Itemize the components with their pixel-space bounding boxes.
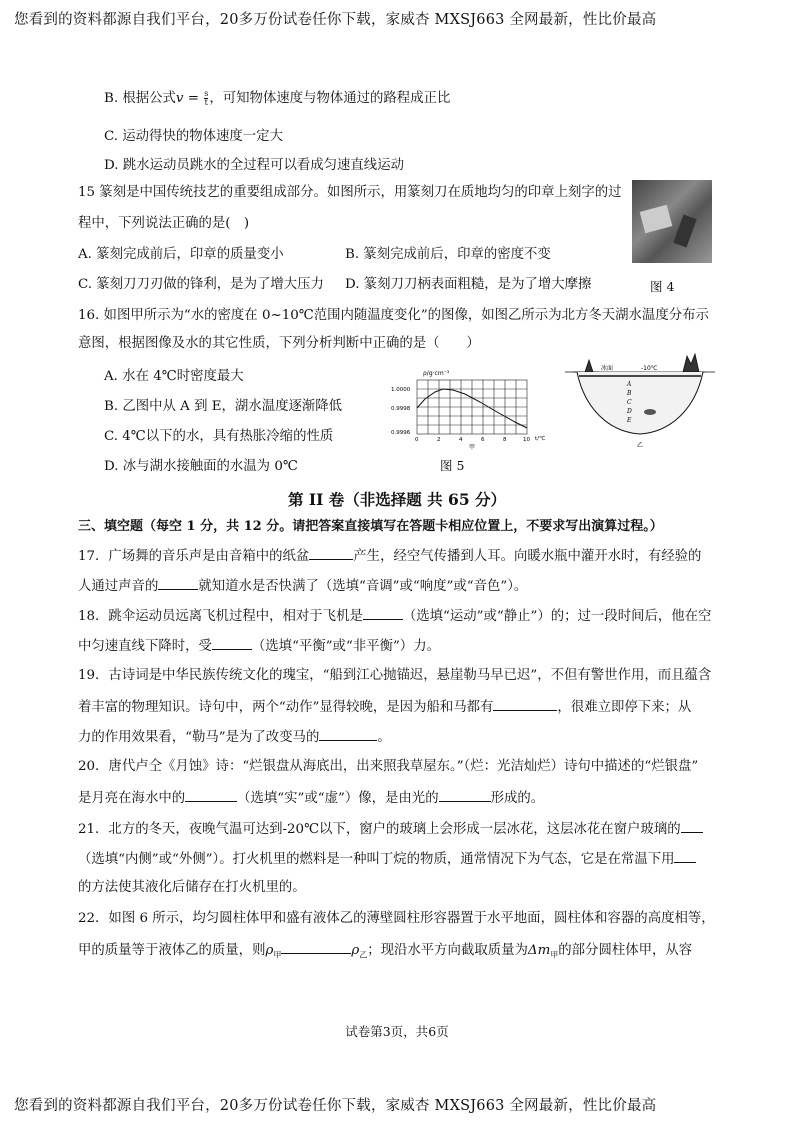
q20-line2-c: 形成的。	[490, 791, 545, 806]
q19-line3-a: 力的作用效果看，“勒马”是为了改变马的	[78, 730, 320, 745]
q19-line2-b: ，很难立即停下来；从	[557, 700, 692, 715]
q17-blank-1	[309, 546, 353, 560]
part-2-title: 第 II 卷（非选择题 共 65 分）	[287, 490, 507, 509]
q16-stem-line2: 意图，根据图像及水的其它性质，下列分析判断中正确的是（ ）	[78, 336, 480, 351]
fraction-numerator: s	[204, 89, 209, 98]
x-tick-0: 0	[415, 437, 419, 443]
q21-blank-2	[674, 849, 696, 863]
right-tree-icon	[683, 354, 705, 372]
q22-line2-b: ；现沿水平方向截取质量为	[367, 943, 528, 958]
q18-line2-b: （选填“平衡”或“非平衡”）力。	[251, 639, 440, 654]
formula-eq: =	[183, 91, 204, 106]
carving-knife-image	[673, 215, 696, 248]
q16-option-c: C. 4℃以下的水，具有热胀冷缩的性质	[104, 429, 334, 444]
x-tick-8: 8	[503, 437, 507, 443]
air-temp-label: -10℃	[641, 365, 658, 372]
lake-diagram	[565, 350, 715, 450]
delta-m: Δm	[527, 943, 551, 958]
q16-option-b: B. 乙图中从 A 到 E，湖水温度逐渐降低	[104, 399, 343, 414]
q18-line2-a: 中匀速直线下降时，受	[78, 639, 212, 654]
q19-blank-1	[493, 697, 557, 711]
lake-basin	[577, 372, 703, 434]
graph-y-unit: ρ/g·cm⁻³	[423, 370, 450, 377]
q16-option-a: A. 水在 4℃时密度最大	[104, 369, 244, 384]
left-tree-icon	[573, 360, 599, 372]
graph-x-unit: t/℃	[535, 436, 546, 442]
y-tick-1: 1.0000	[391, 387, 411, 393]
page-footer: 试卷第3页，共6页	[345, 1024, 449, 1039]
lake-sub-label: 乙	[637, 442, 644, 449]
rho-a: ρ	[265, 943, 274, 958]
q22-line2-a: 甲的质量等于液体乙的质量，则	[78, 943, 266, 958]
q18-line1-b: （选填“运动”或“静止”）的；过一段时间后，他在空	[402, 609, 712, 624]
q18-line1	[78, 606, 711, 626]
q21-line1	[78, 819, 703, 839]
q18-blank-2	[212, 636, 252, 650]
x-tick-2: 2	[437, 437, 441, 443]
q20-line2-a: 是月亮在海水中的	[78, 791, 186, 806]
q14-option-b-prefix: B. 根据公式	[104, 91, 176, 106]
layer-c: C	[627, 399, 632, 406]
q20-line2-b: （选填“实”或“虚”）像，是由光的	[237, 791, 439, 806]
q15-stem-line2: 程中，下列说法正确的是( )	[78, 216, 250, 231]
q21-line2-text: （选填“内侧”或“外侧”）。打火机里的燃料是一种叫丁烷的物质，通常情况下为气态，它是在常温下用	[78, 852, 675, 867]
q22-line2-c: 的部分圆柱体甲，从容	[558, 943, 693, 958]
q17-line1	[78, 546, 701, 566]
x-tick-6: 6	[481, 437, 485, 443]
q22-line2	[78, 940, 692, 965]
x-tick-10: 10	[523, 437, 530, 443]
graph-grid	[417, 380, 527, 434]
top-watermark-banner: 您看到的资料都源自我们平台，20多万份试卷任你下载，家威杏 MXSJ663 全网最新，性比价最高	[14, 12, 657, 28]
q15-option-a: A. 篆刻完成前后，印章的质量变小	[78, 247, 284, 262]
q21-line1-text: 21．北方的冬天，夜晚气温可达到-20℃以下，窗户的玻璃上会形成一层冰花，这层冰花在窗户玻璃的	[78, 822, 681, 837]
q22-blank-1	[281, 940, 351, 954]
q21-blank-1	[681, 819, 703, 833]
formula-fraction	[204, 90, 208, 107]
delta-m-sub: 甲	[550, 950, 559, 960]
seal-carving-photo	[632, 180, 712, 263]
seal-stone-image	[640, 205, 673, 233]
q20-blank-2	[439, 788, 491, 802]
q17-blank-2	[158, 576, 198, 590]
section-3-heading: 三、填空题（每空 1 分，共 12 分。请把答案直接填写在答题卡相应位置上，不要求写出演算过程。）	[78, 519, 663, 534]
q17-line2-b: 就知道水是否快满了（选填“音调”或“响度”或“音色”）。	[198, 579, 528, 594]
q14-option-b	[104, 90, 450, 108]
formula-v: v	[175, 91, 184, 106]
rho-a-sub: 甲	[273, 950, 282, 960]
q19-blank-2	[319, 727, 377, 741]
layer-e: E	[627, 417, 632, 424]
bottom-watermark-banner: 您看到的资料都源自我们平台，20多万份试卷任你下载，家威杏 MXSJ663 全网最新，性比价最高	[14, 1098, 657, 1114]
q17-line2	[78, 576, 527, 596]
q14-option-c: C. 运动得快的物体速度一定大	[104, 129, 283, 144]
q20-blank-1	[185, 788, 237, 802]
q19-line2-a: 着丰富的物理知识。诗句中，两个“动作”显得较晚，是因为船和马都有	[78, 700, 494, 715]
q21-line2	[78, 849, 696, 869]
q17-line2-a: 人通过声音的	[78, 579, 159, 594]
q15-option-d: D. 篆刻刀刀柄表面粗糙，是为了增大摩擦	[345, 277, 592, 292]
q18-line1-a: 18．跳伞运动员远离飞机过程中，相对于飞机是	[78, 609, 363, 624]
q18-blank-1	[363, 606, 403, 620]
q21-line3: 的方法使其液化后储存在打火机里的。	[78, 880, 306, 895]
q22-line1: 22．如图 6 所示，均匀圆柱体甲和盛有液体乙的薄壁圆柱形容器置于水平地面，圆柱体和容器的高度相等，	[78, 911, 715, 926]
q15-option-b: B. 篆刻完成前后，印章的密度不变	[345, 247, 551, 262]
q17-line1-a: 17．广场舞的音乐声是由音箱中的纸盆	[78, 549, 310, 564]
density-graph	[385, 366, 555, 450]
q20-line2	[78, 788, 544, 808]
figure-5-caption: 图 5	[440, 458, 465, 473]
q19-line2	[78, 697, 691, 717]
q15-stem-line1: 15 篆刻是中国传统技艺的重要组成部分。如图所示，用篆刻刀在质地均匀的印章上刻字的过	[78, 185, 622, 200]
q17-line1-b: 产生，经空气传播到人耳。向暖水瓶中灌开水时，有经验的	[353, 549, 702, 564]
layer-d: D	[627, 408, 632, 415]
rho-b-sub: 乙	[359, 950, 368, 960]
q14-option-d: D. 跳水运动员跳水的全过程可以看成匀速直线运动	[104, 158, 404, 173]
q16-option-d: D. 冰与湖水接触面的水温为 0℃	[104, 459, 298, 474]
q16-stem-line1: 16. 如图甲所示为“水的密度在 0~10℃范围内随温度变化”的图像，如图乙所示为北方冬天湖水温度分布示	[78, 308, 709, 323]
rho-b: ρ	[351, 943, 360, 958]
q14-option-b-suffix: ，可知物体速度与物体通过的路程成正比	[209, 91, 451, 106]
q19-line3	[78, 727, 391, 747]
figure-4-caption: 图 4	[650, 279, 675, 294]
q15-option-c: C. 篆刻刀刀刃做的锋利，是为了增大压力	[78, 277, 324, 292]
layer-b: B	[627, 390, 632, 397]
q18-line2	[78, 636, 440, 656]
q19-line3-b: 。	[377, 730, 391, 745]
fraction-denominator: t	[204, 98, 208, 107]
q20-line1: 20．唐代卢仝《月蚀》诗：“烂银盘从海底出，出来照我草屋东。”（烂：光洁灿烂）诗句中描述的“烂银盘”	[78, 759, 699, 774]
y-tick-3: 0.9996	[391, 430, 411, 436]
graph-sub-label: 甲	[469, 444, 476, 450]
ice-label: 冰面	[601, 365, 614, 372]
y-tick-2: 0.9998	[391, 406, 411, 412]
fish-icon	[644, 409, 656, 415]
q19-line1: 19．古诗词是中华民族传统文化的瑰宝，“船到江心抛锚迟，悬崖勒马早已迟”，不但有警世作用，而且蕴含	[78, 668, 712, 683]
x-tick-4: 4	[459, 437, 463, 443]
layer-a: A	[627, 381, 632, 388]
